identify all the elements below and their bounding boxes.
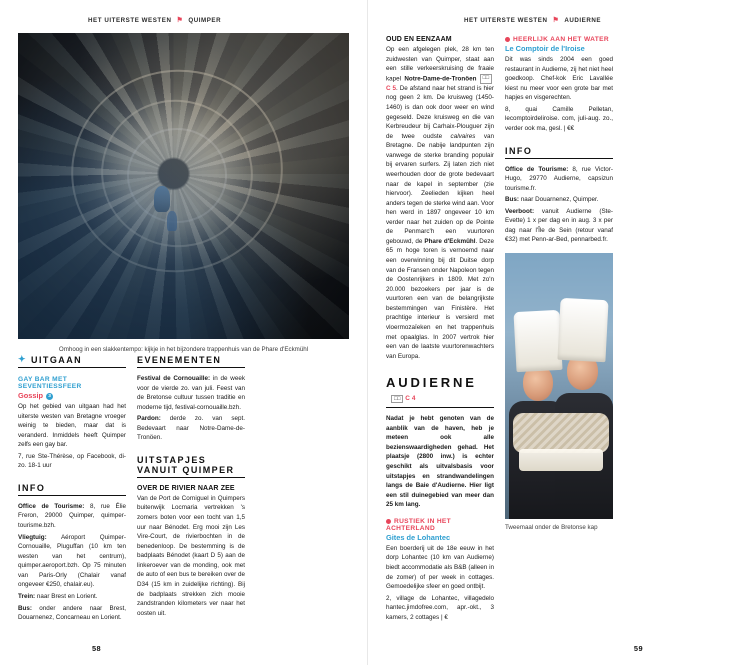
info-item-label: Office de Tourisme: [505,165,569,173]
restaurant-eyebrow [505,36,613,43]
info-item-label: Bus: [505,196,519,204]
section-heading-uitgaan [18,355,126,365]
spiral-staircase-image [18,33,349,339]
person-figure [154,186,170,212]
event-item [137,414,245,443]
trip-body: Van de Port de Corniguel in Quimpers buitenwijk Locmaria vertrekken 's zomers boten voor een tocht van 1,5 uur naar Bénodet. Erg mooi zijn Les Vire-Court, de rivierbochten in de benedenloop. De bestemming is de badplaats Bénodet (kaart D 5) aan de linkeroever van de monding, ook met de auto of een bus te bereiken over de D34 (15 km in zuidelijke richting). Bij de badplaats strekken zich mooie zandstranden kilometers ver naar het oosten uit. [137,494,245,617]
section-heading-uitstapjes [137,455,245,475]
heading-rule [18,367,126,368]
lodging-eyebrow-label: RUSTIEK IN HET ACHTERLAND [386,517,452,532]
heading-rule [137,477,245,478]
photo-caption: Omhoog in een slakkentempo: kijkje in het bijzondere trappenhuis van de Phare d'Eckmühl [58,346,309,353]
red-dot-icon [505,37,510,42]
section-heading-label: UITSTAPJES VANUIT QUIMPER [137,454,235,475]
left-page [0,0,367,665]
place-heading-label: AUDIERNE [386,375,477,391]
event-body: derde zo. van sept. Bedevaart naar Notre-Dame-de-Tronöen. [137,415,245,442]
info-item [505,207,613,245]
restaurant-body: Dit was sinds 2004 een goed restaurant in Audierne, zij het niet heel goedkoop. Chef-kok Eric Lavallée kiest nu meer voor een grote bar met hapjes en visgerechten. [505,56,613,102]
map-badge: □□ [391,395,403,403]
info-item [18,502,126,531]
lodging-title: Gites de Lohantec [386,532,451,542]
stair-rail-inner [127,128,226,223]
lodging-body: Een boerderij uit de 18e eeuw in het dorp Lohantec (10 km van Audierne) biedt accommodatie als B&B (alleen in de zomer) of per week in cottages. Gemoedelijke sfeer en goed ontbijt. [386,544,494,591]
info-heading-rule [505,158,613,159]
running-head-place: QUIMPER [188,16,222,24]
left-column [18,355,126,623]
info-heading-rule [18,495,126,496]
article-body [386,45,494,361]
location-pin-icon: ⚑ [552,17,560,24]
article-body-part-4: . Deze 65 m hoge toren is vernoemd naar een overwinning bij dit Duitse dorp van de Fransen onder Napoleon tegen de Oostenrijkers in 1809. Met zo'n 20.000 bezoekers per jaar is de vuurtoren een van de belangrijkste bestemmingen van Finistère. Het prachtige interieur is versierd met vloermozaïeken en het trappenhuis met opaalglas. In 2007 vertrok hier een van de laatste vuurtorenwachters van Europa. [386,237,494,360]
info-item-text: vanuit Audierne (Ste-Evette) 1 x per dag en in aug. 3 x per dag naar l'Île de Sein (retour vanaf €32) met Penn-ar-Bed, pennarbed.fr. [505,207,613,244]
entry-number-badge: 3 [46,393,53,400]
red-dot-icon [386,519,391,524]
left-page-columns [0,355,367,623]
right-page-columns [368,24,735,622]
event-title: Festival de Cornouaille: [137,374,211,382]
entry-eyebrow: GAY BAR MET SEVENTIESSFEER [18,375,82,390]
info-item [505,195,613,205]
article-italic-calvaires: calvaires [450,132,476,140]
stair-rail-outer [52,50,301,292]
info-item [18,533,126,590]
restaurant-meta: 8, quai Camille Pelletan, lecomptoirdeliroise. com, juli-aug. zo., verder ook ma, gesl. | €€ [505,105,613,132]
info-item-text: 8, rue Élie Freron, 29000 Quimper, quimper-tourisme.bzh. [18,502,126,530]
entry-body: Op het gebied van uitgaan had het uiterste westen van Bretagne vroeger weinig te bieden, maar dat is veranderd. Inmiddels heeft Quimper zelfs een gay bar. [18,402,126,449]
info-item-text: Aéroport Quimper-Cornouaille, Pluguffan (10 km ten westen van het centrum), quimper.aeroport.bzh. Op 75 minuten van Paris-Orly (Chalair vanaf ongeveer €250, chalair.eu). [18,533,126,589]
running-head-right [368,0,735,24]
heading-rule [137,367,245,368]
hero-photo-block [0,24,367,355]
trip-eyebrow: OVER DE RIVIER NAAR ZEE [137,484,235,492]
info-item [505,165,613,194]
breton-lace-cap-left [513,310,562,372]
article-body-part-3: van Bretagne. De nabije landpunten zijn vanwege de sterke branding populair bij ervaren surfers. Zij laten zich niet weerhouden door de grote bedevaart naar de kapel in september (zie hiervoor). Zeelieden kijken heel anders tegen de sterke wind aan. Voor hen werd in 1897 ongeveer 10 km verder naar het zuiden op de Pointe de Penmarc'h een vuurtoren gebouwd, de [386,132,494,245]
breton-lace-cap-right [557,298,608,362]
right-page [367,0,735,665]
section-heading-evenementen [137,355,245,365]
info-item [18,604,126,623]
place-heading-rule [386,407,494,408]
entry-title: Gossip [18,390,44,400]
info-item-label: Office de Tourisme: [18,502,85,510]
section-heading-info: INFO [18,482,46,493]
article-eyebrow: OUD EN EENZAAM [386,36,452,43]
map-ref: C 5 [386,84,396,92]
poi-name-tronoen: Notre-Dame-de-Tronöen [404,75,477,83]
article-body-part-1: Op een afgelegen plek, 28 km ten zuidwesten van Quimper, staat aan een stille verkeerskruising de fraaie kapel [386,46,494,83]
poi-name-eckmuhl: Phare d'Eckmühl [424,237,476,245]
right-column [137,355,245,623]
location-pin-icon: ⚑ [176,17,184,24]
spiral-staircase-photo [18,33,349,339]
place-map-ref [391,395,416,402]
event-item [137,374,245,412]
running-head-title: HET UITERSTE WESTEN [464,16,548,24]
stair-rail-middle [83,82,270,265]
info-item-text: naar Brest en Lorient. [35,592,98,600]
info-item-label: Veerboot: [505,207,535,215]
running-head-title: HET UITERSTE WESTEN [88,16,172,24]
entry-title-row [18,391,126,400]
info-item [18,592,126,602]
article-body-part-2: . De afstand naar het strand is hier nog geen 2 km. De kruisweg (1450-1460) is dan ook door weer en wind gegeseld. Deze kruisweg en die van Kerbreudeur bij Carhaix-Plouguer zijn de twee oudste [386,84,494,140]
restaurant-eyebrow-label: HEERLIJK AAN HET WATER [513,36,609,43]
entry-meta: 7, rue Ste-Thérèse, op Facebook, di-zo. 18-1 uur [18,452,126,470]
page-number-left: 58 [92,644,102,653]
info-item-text: 8, rue Victor-Hugo, 29770 Audierne, capsizun tourisme.fr. [505,165,613,192]
section-heading-label: EVENEMENTEN [137,354,222,365]
event-title: Pardon: [137,415,161,423]
right-page-right-column [505,36,613,622]
info-item-text: naar Douarnenez, Quimper. [519,196,599,204]
info-item-label: Bus: [18,604,32,612]
lodging-eyebrow [386,518,494,532]
right-page-left-column [386,36,494,622]
embroidered-shawl [513,413,609,453]
info-item-text: onder andere naar Brest, Douarnenez, Concarneau en Lorient. [18,604,126,622]
place-heading-audierne [386,375,494,405]
running-head-left [0,0,367,24]
running-head-place: AUDIERNE [564,16,602,24]
section-heading-label: UITGAAN [31,354,83,365]
map-badge: □□ [480,74,492,84]
section-heading-info: INFO [505,145,533,156]
restaurant-title: Le Comptoir de l'Iroise [505,44,585,53]
event-body: in de week voor de vierde zo. van juli. Feest van de Bretonse cultuur tussen traditie en moderne tijd, festival-cornouaille.bzh. [137,374,245,411]
info-item-label: Trein: [18,592,36,600]
breton-women-photo [505,253,613,519]
info-item-label: Vliegtuig: [18,533,47,541]
star-icon: ✦ [18,354,27,365]
lace-collar [519,449,603,471]
photo-caption: Tweemaal onder de Bretonse kap [505,524,598,531]
map-ref-text: C 4 [405,395,416,403]
place-intro: Nadat je hebt genoten van de aanblik van de haven, heb je meteen ook alle bezienswaardigheden gehad. Het plaatsje (2800 inw.) is echter geschikt als uitvalsbasis voor uitstapjes en strandwandelingen langs de Baie d'Audierne. Hier ligt een stil duinegebied van meer dan 25 km lang. [386,415,494,509]
lodging-meta: 2, village de Lohantec, villagedelo hantec.jimdofree.com, apr.-okt., 3 kamers, 2 cottages | € [386,594,494,621]
page-number-right: 59 [633,644,643,653]
